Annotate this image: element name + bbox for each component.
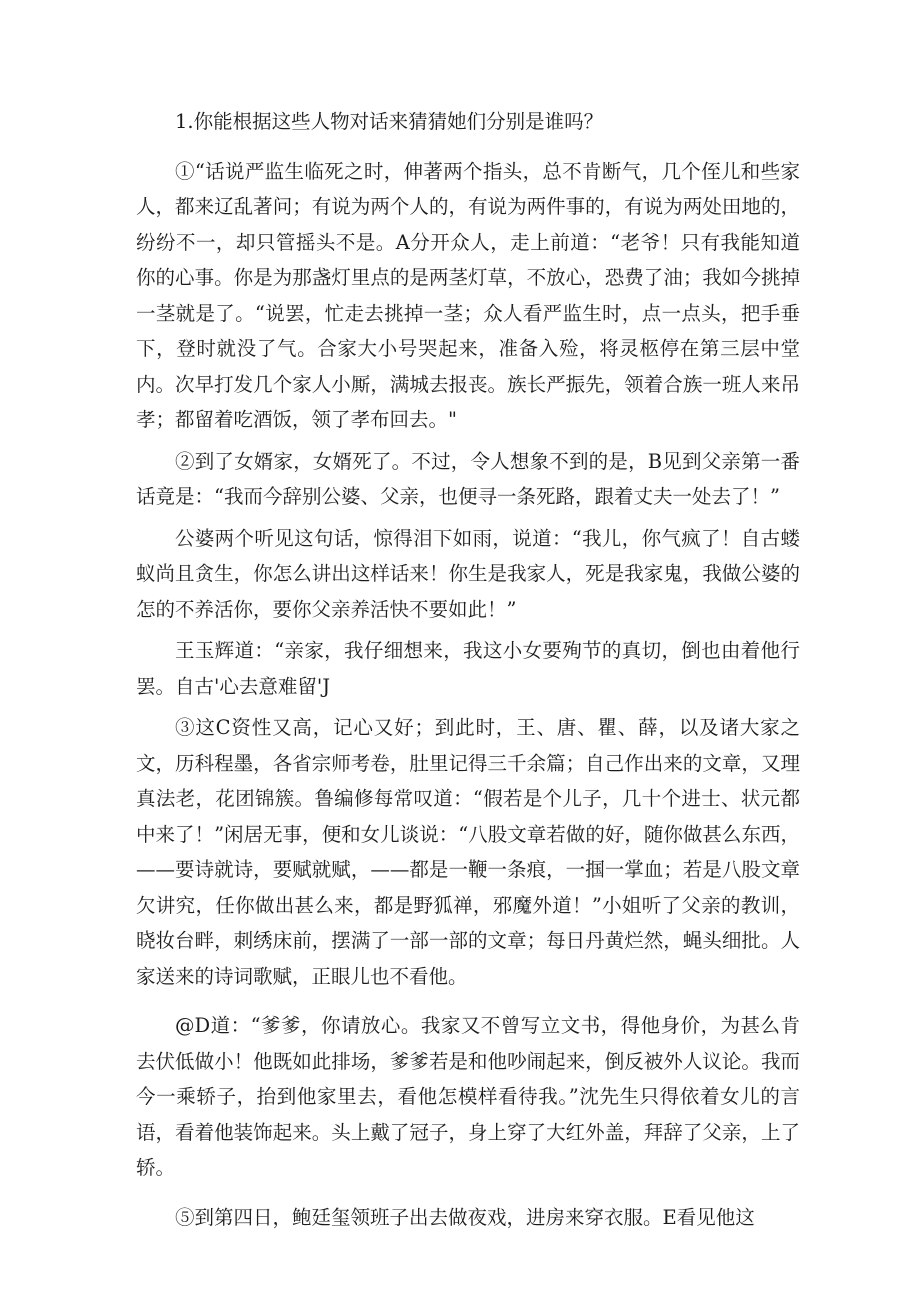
question-heading: 1.你能根据这些人物对话来猜猜她们分别是谁吗？ xyxy=(175,110,604,133)
document-body xyxy=(136,104,800,1235)
passage-2-wang-yuhui: 王玉辉道：“亲家，我仔细想来，我这小女要殉节的真切，倒也由着他行罢。自古'心去意难留'J xyxy=(136,639,800,698)
passage-1: ①“话说严监生临死之时，伸著两个指头，总不肯断气，几个侄儿和些家人，都来辽乱著问；有说为两个人的，有说为两件事的，有说为两处田地的，纷纷不一，却只管摇头不是。A分开众人，走上前道：“老爷！只有我能知道你的心事。你是为那盏灯里点的是两茎灯草，不放心，恐费了油；我如今挑掉一茎就是了。“说罢，忙走去挑掉一茎；众人看严监生时，点一点头，把手垂下，登时就没了气。合家大小号哭起来，准备入殓，将灵柩停在第三层中堂内。次早打发几个家人小厮，满城去报丧。族长严振先，领着合族一班人来吊孝；都留着吃酒饭，领了孝布回去。" xyxy=(136,159,800,431)
passage-4: @D道：“爹爹，你请放心。我家又不曾写立文书，得他身价，为甚么肯去伏低做小！他既如此排场，爹爹若是和他吵闹起来，倒反被外人议论。我而今一乘轿子，抬到他家里去，看他怎模样看待我。”沈先生只得依着女儿的言语，看着他装饰起来。头上戴了冠子，身上穿了大红外盖，拜辞了父亲，上了轿。 xyxy=(136,1014,800,1179)
passage-3: ③这C资性又高，记心又好；到此时，王、唐、瞿、薛，以及诸大家之文，历科程墨，各省宗师考卷，肚里记得三千余篇；自己作出来的文章，又理真法老，花团锦簇。鲁编修每常叹道：“假若是个儿子，几十个进士、状元都中来了！”闲居无事，便和女儿谈说：“八股文章若做的好，随你做甚么东西，——要诗就诗，要赋就赋，——都是一鞭一条痕，一掴一掌血；若是八股文章欠讲究，任你做出甚么来，都是野狐禅，邪魔外道！”小姐听了父亲的教训，晓妆台畔，刺绣床前，摆满了一部一部的文章；每日丹黄烂然，蝇头细批。人家送来的诗词歌赋，正眼儿也不看他。 xyxy=(136,716,800,988)
passage-2: ②到了女婿家，女婿死了。不过，令人想象不到的是，B见到父亲第一番话竟是：“我而今辞别公婆、父亲，也便寻一条死路，跟着丈夫一处去了！” xyxy=(136,449,800,508)
passage-5: ⑤到第四日，鲍廷玺领班子出去做夜戏，进房来穿衣服。E看见他这 xyxy=(175,1205,755,1229)
passage-2-continued: 公婆两个听见这句话，惊得泪下如雨，说道：“我儿，你气疯了！自古蝼蚁尚且贪生，你怎么讲出这样话来！你生是我家人，死是我家鬼，我做公婆的怎的不养活你，要你父亲养活快不要如此！” xyxy=(136,526,800,621)
